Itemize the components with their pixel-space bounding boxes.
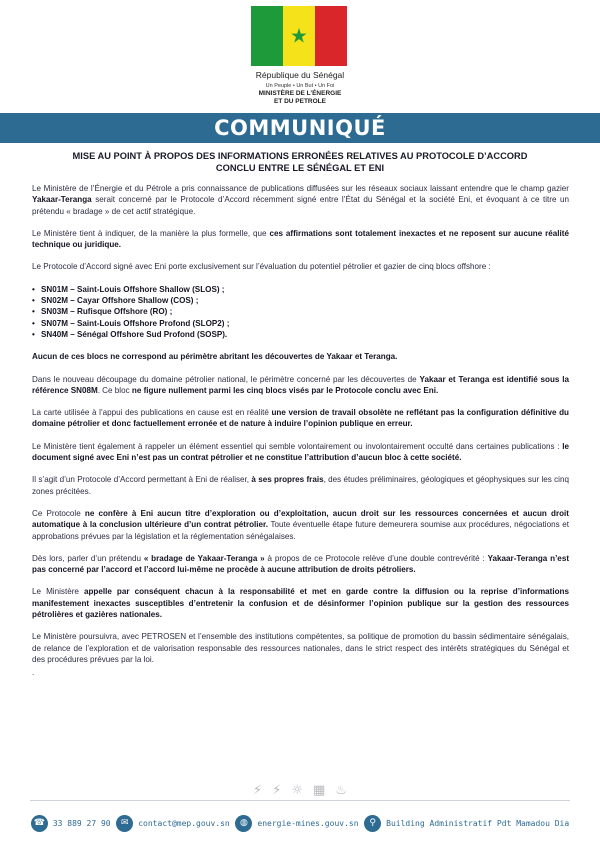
list-item xyxy=(32,284,569,295)
block-label: SN01M – Saint-Louis Offshore Shallow (SLOS) ; xyxy=(41,284,225,294)
paragraph-5 xyxy=(32,374,569,397)
p10-text: Dès lors, parler d’un prétendu xyxy=(32,553,144,563)
block-label: SN07M – Saint-Louis Offshore Profond (SLOP2) ; xyxy=(41,318,230,328)
p1-text: Le Ministère de l’Énergie et du Pétrole a pris connaissance de publications diffusées sur les réseaux sociaux laissant entendre que le champ gazier xyxy=(32,184,569,193)
p2-text: Le Ministère tient à indiquer, de la manière la plus formelle, que xyxy=(32,228,270,238)
paragraph-12: Le Ministère poursuivra, avec PETROSEN et l’ensemble des institutions compétentes, sa politique de promotion du bassin sédimentaire sénégalais, de relance de l’exploration et de valorisation responsable des ressources nationales, dans le strict respect des intérêts stratégiques du Sénégal et des procédures prévues par la loi. xyxy=(32,632,569,664)
paragraph-8 xyxy=(32,474,569,497)
senegal-flag xyxy=(251,6,347,66)
paragraph-2 xyxy=(32,228,569,251)
list-item xyxy=(32,329,569,340)
document-body xyxy=(32,183,569,679)
address-text: Building Administratif Pdt Mamadou Dia xyxy=(386,818,570,828)
p11-text: Le Ministère xyxy=(32,587,84,597)
p5-text: Dans le nouveau découpage du domaine pétrolier national, le périmètre concerné par les découvertes de xyxy=(32,374,420,384)
ministry-line-1: MINISTÈRE DE L’ÉNERGIE xyxy=(258,90,342,97)
paragraph-10 xyxy=(32,553,569,576)
p6-bold: une version de travail obsolète ne reflétant pas la configuration définitive du domaine pétrolier et donc factuellement erronée et de nature à induire l’opinion publique en erreur. xyxy=(32,408,569,429)
email-link[interactable]: contact@mep.gouv.sn xyxy=(138,818,230,828)
block-label: SN02M – Cayar Offshore Shallow (COS) ; xyxy=(41,296,199,306)
flag-green-band xyxy=(251,6,283,66)
bullet-icon: • xyxy=(32,284,35,294)
paragraph-11 xyxy=(32,586,569,620)
phone-number: 33 889 27 90 xyxy=(52,818,111,828)
p5-bold-2: ne figure nullement parmi les cinq blocs visés par le Protocole conclu avec Eni. xyxy=(131,385,439,395)
paragraph-3: Le Protocole d’Accord signé avec Eni porte exclusivement sur l’évaluation du potentiel pétrolier et gazier de cinq blocs offshore : xyxy=(32,262,491,272)
oil-rig-icon: ♨ xyxy=(335,783,347,798)
paragraph-1 xyxy=(32,183,569,217)
p8-text: Il s’agit d’un Protocole d’Accord permettant à Eni de réaliser, xyxy=(32,475,252,485)
energy-icons-row xyxy=(0,783,600,798)
p10-bold-2: Yakaar-Teranga n’est pas concerné par l’accord et l’accord lui-même ne procède à aucune attribution de droits pétroliers. xyxy=(32,553,570,575)
p7-text: Le Ministère tient également à rappeler un élément essentiel qui semble volontairement ou involontairement occulté dans certaines publications : xyxy=(32,441,563,451)
list-item xyxy=(32,306,569,317)
p1-bold: Yakaar-Teranga xyxy=(32,195,92,205)
communique-banner xyxy=(0,113,600,143)
document-title xyxy=(32,151,568,174)
letterhead xyxy=(0,0,600,112)
bullet-icon: • xyxy=(32,307,35,317)
location-pin-icon: ⚲ xyxy=(364,815,381,832)
national-motto: Un Peuple • Un But • Un Foi xyxy=(265,83,335,89)
lightning-icon: ⚡ xyxy=(253,783,263,798)
p2-bold: ces affirmations sont totalement inexactes et ne reposent sur aucune réalité technique ou juridique. xyxy=(32,228,569,250)
p8-text-rest: , des études préliminaires, géologiques et géophysiques sur les cinq zones précitées. xyxy=(32,475,569,496)
republic-name: République du Sénégal xyxy=(255,70,345,80)
p10-text-mid: à propos de ce Protocole relève d’une double contrevérité : xyxy=(264,553,488,563)
p11-bold: appelle par conséquent chacun à la responsabilité et met en garde contre la diffusion ou la reprise d’informations manifestement inexactes susceptibles d’entretenir la confusion et de désinformer l’opinion publique sur la gestion des ressources pétrolières et gazières nationales. xyxy=(32,587,569,620)
flag-yellow-band xyxy=(283,6,315,66)
p5-bold-1: Yakaar et Teranga est identifié sous la référence SN08M xyxy=(32,374,570,395)
p5-text-mid: . Ce bloc xyxy=(97,385,132,395)
p10-bold-1: « bradage de Yakaar-Teranga » xyxy=(143,553,265,563)
p9-text: Ce Protocole xyxy=(32,508,85,518)
p9-bold: ne confère à Eni aucun titre d’exploration ou d’exploitation, aucun droit sur les ressources concernées et aucun droit automatique à la conclusion ultérieure d’un contrat pétrolier. xyxy=(32,508,569,530)
ministry-name xyxy=(0,90,600,106)
sun-icon: ☼ xyxy=(291,783,303,798)
p1-text-rest: serait concerné par le Protocole d’Accord récemment signé entre l’État du Sénégal et la société Eni, et évoquant à ce titre un prétendu « bradage » de cet actif stratégique. xyxy=(32,195,569,216)
bullet-icon: • xyxy=(32,329,35,339)
footer-address xyxy=(364,815,569,832)
website-link[interactable]: energie-mines.gouv.sn xyxy=(257,818,359,828)
p8-bold: à ses propres frais xyxy=(251,475,324,485)
bullet-icon: • xyxy=(32,318,35,328)
blocks-list xyxy=(32,284,569,340)
p4-bold: Aucun de ces blocs ne correspond au périmètre abritant les découvertes de Yakaar et Teranga. xyxy=(32,352,398,362)
wind-turbine-icon: ⚡ xyxy=(272,783,282,798)
p7-bold: le document signé avec Eni n’est pas un contrat pétrolier et ne constitue l’attribution d’aucun bloc à cette société. xyxy=(32,441,569,463)
footer-contacts xyxy=(0,808,600,838)
paragraph-6 xyxy=(32,407,569,430)
ministry-line-2: ET DU PETROLE xyxy=(273,98,326,105)
globe-icon: ◍ xyxy=(235,815,252,832)
p6-text: La carte utilisée à l’appui des publications en cause est en réalité xyxy=(32,408,272,418)
footer-website[interactable] xyxy=(235,815,358,832)
block-label: SN03M – Rufisque Offshore (RO) ; xyxy=(41,307,173,317)
list-item xyxy=(32,318,569,329)
bullet-icon: • xyxy=(32,296,35,306)
phone-icon: ☎ xyxy=(31,815,48,832)
footer-divider xyxy=(30,800,570,801)
paragraph-9 xyxy=(32,508,569,542)
paragraph-4 xyxy=(32,351,569,362)
footer-phone xyxy=(31,815,111,832)
star-icon: ★ xyxy=(290,23,308,48)
solar-panel-icon: ▦ xyxy=(312,783,326,798)
paragraph-7 xyxy=(32,441,569,464)
flag-red-band xyxy=(315,6,347,66)
footer-email[interactable] xyxy=(116,815,230,832)
mail-icon: ✉ xyxy=(116,815,133,832)
block-label: SN40M – Sénégal Offshore Sud Profond (SOSP). xyxy=(41,329,228,339)
title-line-1: MISE AU POINT À PROPOS DES INFORMATIONS ERRONÉES RELATIVES AU PROTOCOLE D’ACCORD xyxy=(72,151,528,161)
trailing-dot: . xyxy=(32,668,35,678)
title-line-2: CONCLU ENTRE LE SÉNÉGAL ET ENI xyxy=(215,162,385,173)
banner-label: COMMUNIQUÉ xyxy=(214,116,386,140)
p9-text-rest: Toute éventuelle étape future demeurera soumise aux procédures, négociations et approbations prévues par la législation et la réglementation sénégalaises. xyxy=(32,520,569,541)
list-item xyxy=(32,295,569,306)
